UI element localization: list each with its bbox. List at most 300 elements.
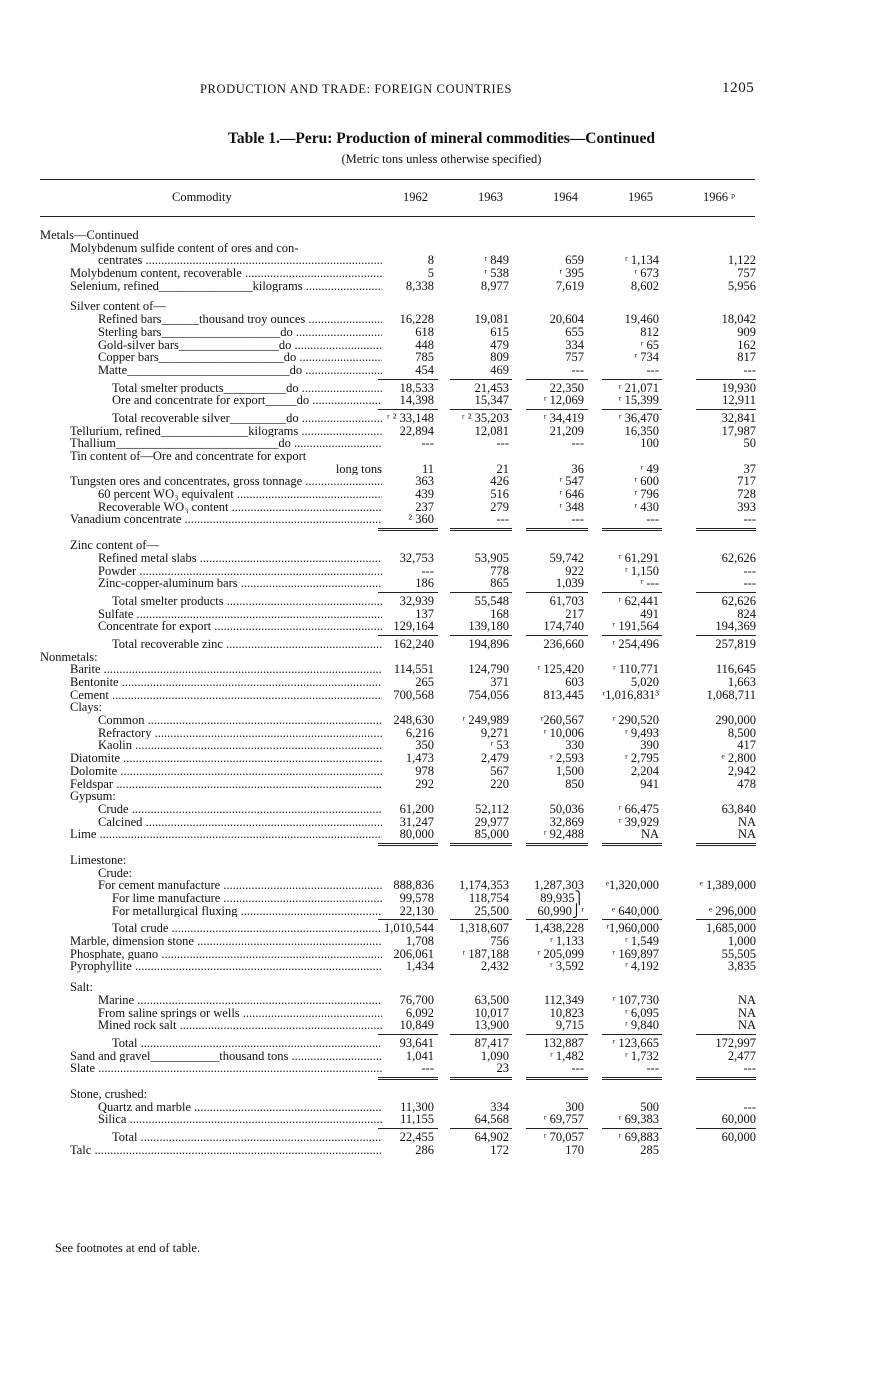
cell-1966: 1,122 xyxy=(727,253,756,268)
cell-1964: ʳ 646 xyxy=(559,487,584,502)
cell-1962: 700,568 xyxy=(393,687,434,702)
cell-1962: 93,641 xyxy=(399,1035,434,1050)
table-row xyxy=(40,981,756,994)
column-rule xyxy=(378,592,438,593)
row-label: Silver content of— xyxy=(70,300,166,314)
table-row xyxy=(40,1019,756,1032)
cell-1962: 5 xyxy=(427,266,434,281)
row-label: Total crude ..... xyxy=(112,922,382,935)
table-row xyxy=(40,488,756,501)
row-label: Lime ..... xyxy=(70,828,382,841)
cell-1966: 60,000 xyxy=(721,1112,756,1127)
cell-1965: ʳ 734 xyxy=(634,350,659,365)
cell-1963: 85,000 xyxy=(474,827,509,842)
cell-1963: ʳ 249,989 xyxy=(462,713,509,728)
cell-1962: 11,155 xyxy=(400,1112,434,1127)
cell-1965: ʳ 62,441 xyxy=(618,593,659,608)
cell-1965: --- xyxy=(646,1061,659,1076)
cell-1963: 13,900 xyxy=(474,1018,509,1033)
table-row xyxy=(40,752,756,765)
cell-1966: --- xyxy=(743,512,756,527)
cell-1966: NA xyxy=(737,827,756,842)
column-rule xyxy=(696,635,756,636)
column-rule xyxy=(378,919,438,920)
cell-1964: --- xyxy=(571,362,584,377)
table-row xyxy=(40,412,756,425)
cell-1962: 6,092 xyxy=(405,1005,434,1020)
table-row xyxy=(40,1088,756,1101)
cell-1965: NA xyxy=(640,827,659,842)
cell-1965: ʳ 66,475 xyxy=(618,801,659,816)
table-row xyxy=(40,595,756,608)
column-rule xyxy=(526,843,588,846)
cell-1963: 87,417 xyxy=(474,1035,509,1050)
cell-1966: NA xyxy=(737,992,756,1007)
row-label: Crude ..... xyxy=(98,803,382,816)
row-label: Selenium, refined_______________kilograms ..... xyxy=(70,280,382,293)
cell-1964: 603 xyxy=(565,675,584,689)
column-rules xyxy=(40,841,756,846)
cell-1964: ʳ 1,133 xyxy=(550,934,584,949)
column-rule xyxy=(378,843,438,846)
table-row xyxy=(40,994,756,1007)
row-label: Marble, dimension stone ..... xyxy=(70,935,382,948)
column-rule xyxy=(602,379,662,380)
table-row xyxy=(40,935,756,948)
cell-1966: 393 xyxy=(737,499,756,514)
cell-1963: 2,479 xyxy=(480,751,509,766)
cell-1966: 909 xyxy=(737,324,756,339)
column-rule xyxy=(378,528,438,531)
table-row xyxy=(40,828,756,841)
column-header-1966: 1966 ᵖ xyxy=(703,190,736,204)
cell-1966: 1,663 xyxy=(727,675,756,689)
row-gap xyxy=(40,846,756,854)
table-row xyxy=(40,552,756,565)
cell-1963: 55,548 xyxy=(474,593,509,608)
row-label: Barite ..... xyxy=(70,663,382,676)
cell-1965: ʳ 15,399 xyxy=(618,393,659,408)
cell-1962: 10,849 xyxy=(399,1018,434,1033)
cell-1964: ʳ 12,069 xyxy=(543,393,584,408)
running-head-title: PRODUCTION AND TRADE: FOREIGN COUNTRIES xyxy=(200,82,513,96)
cell-1965: ʳ 673 xyxy=(634,266,659,281)
cell-1966: 717 xyxy=(737,474,756,489)
column-rule xyxy=(526,528,588,531)
cell-1963: 567 xyxy=(490,763,509,778)
table-body xyxy=(40,229,756,1156)
column-header-1965: 1965 xyxy=(628,190,653,204)
cell-1965: ʳ1,960,000 xyxy=(606,921,659,936)
column-rule xyxy=(602,1128,662,1129)
cell-1965: ʳ 107,730 xyxy=(612,992,659,1007)
row-gap xyxy=(40,1080,756,1088)
row-label: long tons xyxy=(335,462,382,476)
row-label: Molybdenum sulfide content of ores and con- xyxy=(70,241,299,255)
cell-1964: --- xyxy=(571,436,584,451)
cell-1963: ʳ 849 xyxy=(484,253,509,268)
cell-1963: 15,347 xyxy=(474,393,509,408)
column-rule xyxy=(378,1077,438,1080)
row-label: Tellurium, refined______________kilograms ..... xyxy=(70,425,382,438)
column-rules xyxy=(40,526,756,531)
cell-1966: 2,942 xyxy=(727,763,756,778)
cell-1966: 817 xyxy=(737,350,756,365)
cell-1963: 9,271 xyxy=(480,725,509,740)
cell-1965: ᵉ 640,000 xyxy=(612,903,659,918)
row-label: Total ..... xyxy=(112,1037,382,1050)
cell-1963: 194,896 xyxy=(468,636,509,651)
cell-1962: 61,200 xyxy=(399,801,434,816)
cell-1965: 100 xyxy=(640,436,659,451)
row-label: Talc ..... xyxy=(70,1144,382,1157)
cell-1965: ʳ 169,897 xyxy=(612,946,659,961)
column-rule xyxy=(450,1034,512,1035)
cell-1962: 439 xyxy=(415,487,434,502)
row-label: Zinc content of— xyxy=(70,539,159,552)
cell-1964: ʳ 70,057 xyxy=(543,1130,584,1144)
cell-1963: ʳ 187,188 xyxy=(462,946,509,961)
cell-1962: 8,338 xyxy=(405,278,434,293)
column-rule xyxy=(450,592,512,593)
cell-1965: ʳ 69,383 xyxy=(618,1112,659,1127)
table-row xyxy=(40,960,756,973)
cell-1963: 118,754 xyxy=(468,891,509,905)
cell-1964: 300 xyxy=(565,1099,584,1114)
row-label: Tungsten ores and concentrates, gross tonnage ..... xyxy=(70,475,382,488)
cell-1963: 756 xyxy=(490,934,509,949)
table-row xyxy=(40,905,756,918)
cell-1962: --- xyxy=(421,436,434,451)
column-rule xyxy=(696,919,756,920)
cell-1963: 220 xyxy=(490,776,509,791)
cell-1966: NA xyxy=(737,814,756,829)
cell-1964: ʳ 395 xyxy=(559,266,584,281)
cell-1963: ʳ ² 35,203 xyxy=(461,410,509,425)
row-label: Clays: xyxy=(70,701,102,715)
cell-1964: ʳ 2,593 xyxy=(550,751,584,766)
row-label: Bentonite ..... xyxy=(70,676,382,689)
cell-1963: 64,902 xyxy=(474,1130,509,1144)
table-row xyxy=(40,229,756,242)
row-label: Stone, crushed: xyxy=(70,1087,148,1101)
table-row xyxy=(40,364,756,377)
row-label: Kaolin ..... xyxy=(98,739,382,752)
table-row xyxy=(40,1062,756,1075)
cell-1963: 1,090 xyxy=(480,1048,509,1063)
header-bottom-rule xyxy=(40,216,755,217)
cell-1966: --- xyxy=(743,576,756,591)
cell-1963: 124,790 xyxy=(468,662,509,677)
cell-1964: 59,742 xyxy=(549,550,584,565)
cell-1966: 17,987 xyxy=(721,423,756,438)
cell-1964: 50,036 xyxy=(549,801,584,816)
table-row xyxy=(40,1037,756,1050)
column-rule xyxy=(696,528,756,531)
cell-1962: 1,708 xyxy=(405,934,434,949)
row-label: Concentrate for export ..... xyxy=(98,620,382,633)
cell-1965: ʳ 191,564 xyxy=(612,619,659,634)
header-top-rule xyxy=(40,179,755,180)
column-rule xyxy=(602,843,662,846)
cell-1962: 76,700 xyxy=(399,992,434,1007)
cell-1965: ʳ 600 xyxy=(634,474,659,489)
cell-1962: 114,551 xyxy=(393,662,434,677)
cell-1962: 1,434 xyxy=(405,959,434,974)
cell-1962: 31,247 xyxy=(399,814,434,829)
cell-1965: 5,020 xyxy=(630,675,659,689)
column-rule xyxy=(602,1034,662,1035)
cell-1966: --- xyxy=(743,1099,756,1114)
column-rule xyxy=(450,843,512,846)
cell-1963: 172 xyxy=(490,1142,509,1157)
row-label: Total recoverable silver_________do ..... xyxy=(112,412,382,425)
cell-1964: 174,740 xyxy=(543,619,584,634)
column-rule xyxy=(450,919,512,920)
table-row xyxy=(40,714,756,727)
cell-1962: ² 360 xyxy=(408,512,434,527)
cell-1965: ᵉ1,320,000 xyxy=(605,878,659,893)
cell-1963: 809 xyxy=(490,350,509,365)
table-row xyxy=(40,450,756,463)
cell-1965: ʳ 69,883 xyxy=(618,1130,659,1144)
column-rule xyxy=(696,379,756,380)
cell-1964: --- xyxy=(571,512,584,527)
row-label: Marine ..... xyxy=(98,994,382,1007)
cell-1966: 172,997 xyxy=(715,1035,756,1050)
cell-1964: --- xyxy=(571,1061,584,1076)
table-row xyxy=(40,280,756,293)
table-row xyxy=(40,803,756,816)
cell-1963: 25,500 xyxy=(474,903,509,918)
cell-1963: ʳ 538 xyxy=(484,266,509,281)
cell-1962: 978 xyxy=(415,763,434,778)
cell-1963: 23 xyxy=(496,1061,509,1076)
row-label: Slate ..... xyxy=(70,1062,382,1075)
cell-1964: ʳ 125,420 xyxy=(537,662,584,677)
cell-1962: 162,240 xyxy=(393,636,434,651)
cell-1966: 1,685,000 xyxy=(706,921,756,936)
cell-1963: 1,318,607 xyxy=(459,921,509,936)
cell-1964: 659 xyxy=(565,253,584,268)
column-header-1962: 1962 xyxy=(403,190,428,204)
cell-1966: 728 xyxy=(737,487,756,502)
cell-1963: 516 xyxy=(490,487,509,502)
cell-1963: 8,977 xyxy=(480,278,509,293)
cell-1963: 19,081 xyxy=(474,312,509,327)
cell-1962: 11 xyxy=(421,461,434,476)
row-label: Dolomite ..... xyxy=(70,765,382,778)
cell-1965: ʳ --- xyxy=(640,576,659,591)
row-label: Tin content of—Ore and concentrate for export xyxy=(70,450,307,463)
cell-1965: ʳ 39,929 xyxy=(618,814,659,829)
cell-1963: 21 xyxy=(496,461,509,476)
cell-1966: 60,000 xyxy=(721,1130,756,1144)
column-rule xyxy=(696,592,756,593)
cell-1962: 265 xyxy=(415,675,434,689)
cell-1965: ʳ 2,795 xyxy=(625,751,659,766)
row-label: Metals—Continued xyxy=(40,229,139,242)
cell-1964: 757 xyxy=(565,350,584,365)
cell-1966: 37 xyxy=(743,461,756,476)
cell-1962: 448 xyxy=(415,337,434,352)
page-number: 1205 xyxy=(722,80,755,96)
cell-1963: 615 xyxy=(490,324,509,339)
cell-1965: ʳ 65 xyxy=(640,337,659,352)
table-row xyxy=(40,513,756,526)
cell-1965: ʳ 290,520 xyxy=(612,713,659,728)
cell-1962: 32,939 xyxy=(399,593,434,608)
table-row xyxy=(40,689,756,702)
column-rule xyxy=(378,409,438,410)
cell-1966: 257,819 xyxy=(715,636,756,651)
column-rule xyxy=(450,1077,512,1080)
cell-1962: 237 xyxy=(415,499,434,514)
cell-1964: 36 xyxy=(571,461,584,476)
cell-1962: 785 xyxy=(415,350,434,365)
column-rule xyxy=(602,528,662,531)
table-row xyxy=(40,1144,756,1157)
row-label: For cement manufacture ..... xyxy=(98,879,382,892)
cell-1964: 1,287,303 xyxy=(534,878,584,893)
column-rule xyxy=(526,379,588,380)
cell-1963: 29,977 xyxy=(474,814,509,829)
cell-1966: 478 xyxy=(737,776,756,791)
cell-1963: 53,905 xyxy=(474,550,509,565)
row-label: Total recoverable zinc ..... xyxy=(112,638,382,651)
cell-1963: 2,432 xyxy=(480,959,509,974)
table-row xyxy=(40,351,756,364)
cell-1962: 6,216 xyxy=(405,725,434,740)
cell-1963: --- xyxy=(496,512,509,527)
cell-1964: ʳ 69,757 xyxy=(543,1112,584,1127)
table-row xyxy=(40,539,756,552)
column-rule xyxy=(450,528,512,531)
row-label: Cement ..... xyxy=(70,689,382,702)
row-label: Powder ..... xyxy=(98,565,382,578)
cell-1962: 22,894 xyxy=(399,423,434,438)
table-row xyxy=(40,638,756,651)
cell-1965: 500 xyxy=(640,1099,659,1114)
cell-1965: --- xyxy=(646,512,659,527)
cell-1965: 941 xyxy=(640,776,659,791)
cell-1965: ʳ 796 xyxy=(634,487,659,502)
table-row xyxy=(40,778,756,791)
row-label: 60 percent WO₃ equivalent ..... xyxy=(98,488,382,501)
cell-1963: 52,112 xyxy=(475,801,509,816)
cell-1965: 491 xyxy=(640,606,659,621)
row-label: Calcined ..... xyxy=(98,816,382,829)
column-rule xyxy=(378,635,438,636)
column-header-1964: 1964 xyxy=(553,190,578,204)
column-rule xyxy=(696,1128,756,1129)
cell-1962: ʳ ² 33,148 xyxy=(386,410,434,425)
row-label: centrates ..... xyxy=(98,254,382,267)
column-rule xyxy=(526,1077,588,1080)
cell-1966: NA xyxy=(737,1005,756,1020)
cell-1962: 618 xyxy=(415,324,434,339)
cell-1965: ʳ 49 xyxy=(640,461,659,476)
cell-1966: 290,000 xyxy=(715,713,756,728)
cell-1962: 137 xyxy=(415,606,434,621)
row-label: Recoverable WO₃ content ..... xyxy=(98,501,382,514)
row-label: Refractory ..... xyxy=(98,727,382,740)
cell-1962: 888,836 xyxy=(393,878,434,893)
cell-1964: ʳ260,567 xyxy=(540,713,584,728)
column-header-commodity: Commodity xyxy=(172,190,232,204)
cell-1962: 129,164 xyxy=(393,619,434,634)
cell-1966: 824 xyxy=(737,606,756,621)
column-rule xyxy=(696,843,756,846)
table-row xyxy=(40,790,756,803)
cell-1962: 248,630 xyxy=(393,713,434,728)
column-rule xyxy=(526,409,588,410)
cell-1964: 60,990⎭ʳ xyxy=(537,903,584,918)
cell-1966: 757 xyxy=(737,266,756,281)
row-label: Total smelter products ..... xyxy=(112,595,382,608)
cell-1964: 132,887 xyxy=(543,1035,584,1050)
cell-1963: 10,017 xyxy=(474,1005,509,1020)
row-label: Limestone: xyxy=(70,853,127,867)
cell-1965: ʳ 9,840 xyxy=(625,1018,659,1033)
column-rules xyxy=(40,1075,756,1080)
cell-1962: 22,455 xyxy=(399,1130,434,1144)
cell-1963: 754,056 xyxy=(468,687,509,702)
cell-1962: 454 xyxy=(415,362,434,377)
cell-1964: ʳ 34,419 xyxy=(543,410,584,425)
cell-1965: ʳ 4,192 xyxy=(625,959,659,974)
cell-1965: 2,204 xyxy=(630,763,659,778)
row-label: Feldspar ..... xyxy=(70,778,382,791)
table-footnote: See footnotes at end of table. xyxy=(55,1241,201,1255)
column-rule xyxy=(526,635,588,636)
cell-1964: 330 xyxy=(565,738,584,753)
cell-1966: 2,477 xyxy=(727,1048,756,1063)
cell-1963: 64,568 xyxy=(474,1112,509,1127)
row-label: Silica ..... xyxy=(98,1113,382,1126)
row-label: Mined rock salt ..... xyxy=(98,1019,382,1032)
cell-1962: 1,010,544 xyxy=(384,921,434,936)
table-row xyxy=(40,577,756,590)
column-rule xyxy=(450,635,512,636)
row-label: Molybdenum content, recoverable ..... xyxy=(70,267,382,280)
cell-1965: ʳ 110,771 xyxy=(612,662,659,677)
table-row xyxy=(40,1113,756,1126)
table-row xyxy=(40,267,756,280)
table-row xyxy=(40,437,756,450)
cell-1965: ʳ 254,496 xyxy=(612,636,659,651)
cell-1964: 1,039 xyxy=(555,576,584,591)
column-rule xyxy=(378,1128,438,1129)
cell-1966: NA xyxy=(737,1018,756,1033)
column-rule xyxy=(526,592,588,593)
table-row xyxy=(40,394,756,407)
row-gap xyxy=(40,973,756,981)
cell-1962: 99,578 xyxy=(399,891,434,905)
row-label: For metallurgical fluxing ..... xyxy=(112,905,382,918)
row-label: Quartz and marble ..... xyxy=(98,1101,382,1114)
cell-1964: 20,604 xyxy=(549,312,584,327)
row-label: Copper bars____________________do ..... xyxy=(98,351,382,364)
cell-1962: 1,041 xyxy=(405,1048,434,1063)
row-label: Refined bars______thousand troy ounces ..... xyxy=(98,313,382,326)
column-rule xyxy=(378,379,438,380)
cell-1966: 194,369 xyxy=(715,619,756,634)
cell-1965: ʳ 21,071 xyxy=(618,380,659,395)
column-rule xyxy=(602,1077,662,1080)
cell-1964: 217 xyxy=(565,606,584,621)
cell-1964: 61,703 xyxy=(549,593,584,608)
